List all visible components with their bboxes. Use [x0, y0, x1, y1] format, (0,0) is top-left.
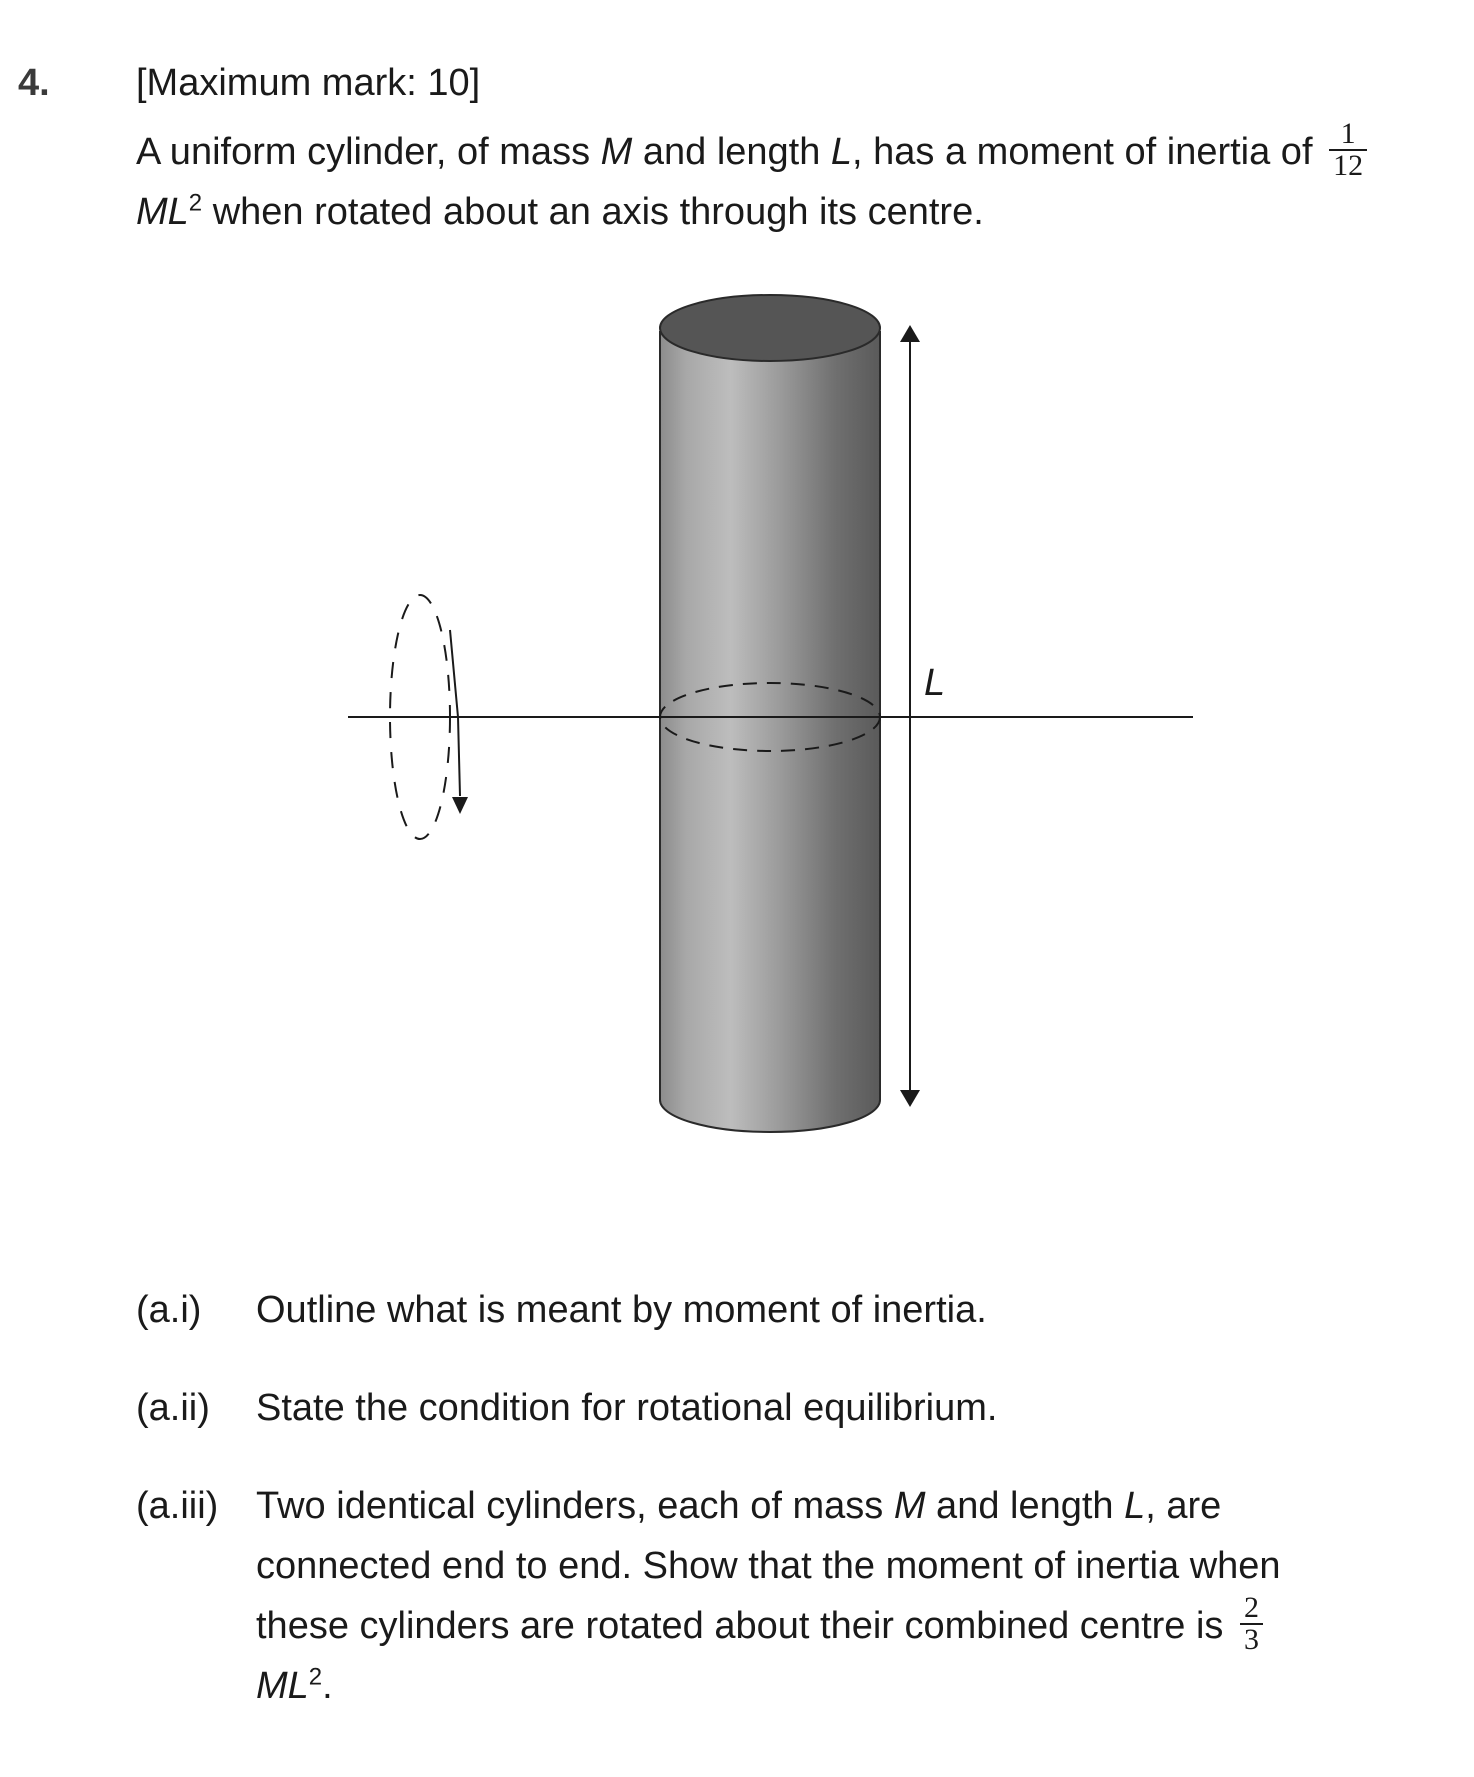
- rotation-arrow-head: [452, 797, 468, 814]
- length-symbol: L: [830, 131, 853, 173]
- part-a-iii-period: .: [322, 1665, 333, 1707]
- fraction-two-thirds: [1240, 1590, 1263, 1656]
- part-a-iii-line-2: connected end to end. Show that the moment of inertia when: [256, 1545, 1281, 1587]
- part-a-iii-line-3: these cylinders are rotated about their combined centre is: [256, 1605, 1224, 1647]
- part-a-iii-ml-exponent: 2: [308, 1663, 323, 1691]
- cylinder-body: [660, 332, 880, 1132]
- intro-text-1: A uniform cylinder, of mass: [136, 131, 601, 173]
- part-a-ii-label: (a.ii): [136, 1387, 210, 1429]
- part-a-iii-text-3: , are: [1145, 1485, 1222, 1527]
- part-a-iii-text-1: Two identical cylinders, each of mass: [256, 1485, 894, 1527]
- fraction-numerator: 2: [1244, 1590, 1259, 1624]
- length-arrow-down-head: [900, 1090, 920, 1107]
- part-a-i-text: Outline what is meant by moment of inertia.: [256, 1289, 987, 1331]
- part-a-iii-length-symbol: L: [1124, 1485, 1146, 1527]
- part-a-iii-label: (a.iii): [136, 1485, 219, 1527]
- fraction-denominator: 3: [1240, 1623, 1263, 1655]
- length-label: L: [924, 662, 946, 704]
- part-a-iii-text-2: and length: [925, 1485, 1125, 1527]
- fraction-numerator: 1: [1340, 116, 1356, 150]
- question-number: 4.: [18, 62, 50, 104]
- intro-text-3: , has a moment of inertia of: [852, 131, 1313, 173]
- ml-exponent: 2: [188, 189, 203, 217]
- length-arrow-up-head: [900, 325, 920, 342]
- part-a-i-label: (a.i): [136, 1289, 202, 1331]
- fraction-denominator: 12: [1329, 149, 1367, 181]
- part-a-iii-mass-symbol: M: [893, 1485, 926, 1527]
- part-a-ii-text: State the condition for rotational equilibrium.: [256, 1387, 998, 1429]
- cylinder-top: [660, 295, 880, 361]
- rotation-arrow-path: [450, 630, 460, 796]
- part-a-iii-ml-symbol: ML: [256, 1665, 309, 1707]
- mass-symbol: M: [600, 131, 633, 173]
- intro-text-2: and length: [632, 131, 831, 173]
- maximum-mark: [Maximum mark: 10]: [136, 62, 481, 104]
- intro-text-4: when rotated about an axis through its centre.: [202, 191, 984, 233]
- ml-symbol: ML: [136, 191, 189, 233]
